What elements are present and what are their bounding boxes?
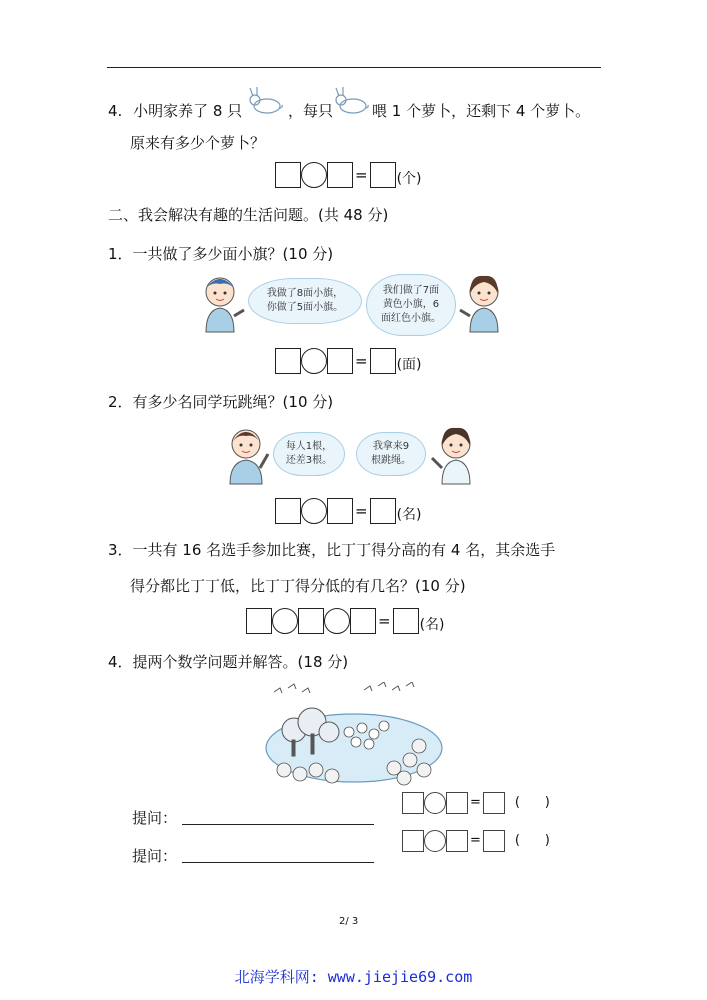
girl-illustration [456,272,508,334]
answer-box[interactable] [446,792,468,814]
operator-circle[interactable] [272,608,298,634]
p1-bubble-girl [366,274,456,336]
answer-box[interactable] [446,830,468,852]
girl-illustration-2 [428,424,480,486]
bubble-text: 面红色小旗。 [381,313,441,324]
operator-circle[interactable] [301,498,327,524]
operator-circle[interactable] [301,348,327,374]
answer-box[interactable] [275,162,301,188]
answer-box[interactable] [370,498,396,524]
top-rule [107,67,601,68]
p1-question: 1．一共做了多少面小旗？(10 分) [108,245,334,263]
p2-bubble-boy [273,432,345,476]
bubble-text: 我们做了7面 [382,285,440,296]
q4a-equation: = (个) [275,162,422,188]
p4-equation-2: = ( ) [402,830,550,852]
q4a-text-part3: 喂 1 个萝卜，还剩下 4 个萝卜。 [372,102,591,120]
bubble-text: 我做了8面小旗， [266,288,344,299]
unit-label: (名) [419,617,445,633]
rabbit-icon [247,86,287,116]
unit-label: (名) [396,507,422,523]
p2-equation: = (名) [275,498,422,524]
answer-box[interactable] [370,348,396,374]
operator-circle[interactable] [324,608,350,634]
p3-line1: 3．一共有 16 名选手参加比赛，比丁丁得分高的有 4 名，其余选手 [108,541,556,559]
answer-box[interactable] [350,608,376,634]
unit-label: (个) [396,171,422,187]
bubble-text: 黄色小旗，6 [382,299,440,310]
bubble-text: 根跳绳。 [371,455,411,466]
q4a-text-part2: ，每只 [288,102,334,120]
footer-watermark: 北海学科网: www.jiejie69.com [234,968,473,986]
operator-circle[interactable] [301,162,327,188]
rabbit-icon-2 [333,86,373,116]
ask-label-2: 提问： [132,847,178,865]
answer-box[interactable] [327,348,353,374]
q4a-line2: 原来有多少个萝卜？ [130,134,266,152]
unit-paren[interactable]: ( ) [514,833,550,848]
answer-box[interactable] [327,162,353,188]
bubble-text: 每人1根， [285,441,333,452]
p2-question: 2．有多少名同学玩跳绳？(10 分) [108,393,334,411]
p1-equation: = (面) [275,348,422,374]
p4-equation-1: = ( ) [402,792,550,814]
q4a-line1 [108,101,242,121]
answer-box[interactable] [402,792,424,814]
p3-equation: = (名) [246,608,445,634]
answer-box[interactable] [393,608,419,634]
q4a-text-part1: 小明家养了 8 只 [133,102,243,120]
bubble-text: 你做了5面小旗。 [266,302,344,313]
bubble-text: 还差3根。 [285,455,333,466]
operator-circle[interactable] [424,830,446,852]
p3-line2: 得分都比丁丁低，比丁丁得分低的有几名？(10 分) [130,577,466,595]
p1-bubble-boy [248,278,362,324]
ask-label-1: 提问： [132,809,178,827]
pond-illustration [254,682,454,792]
answer-box[interactable] [275,498,301,524]
page-number: 2/ 3 [339,916,359,927]
p4-question: 4．提两个数学问题并解答。(18 分) [108,653,349,671]
section2-heading: 二、我会解决有趣的生活问题。(共 48 分) [108,206,389,224]
answer-box[interactable] [402,830,424,852]
boy-illustration [198,272,248,334]
p2-bubble-girl [356,432,426,476]
operator-circle[interactable] [424,792,446,814]
answer-box[interactable] [483,830,505,852]
unit-label: (面) [396,357,422,373]
answer-box[interactable] [327,498,353,524]
bubble-text: 我拿来9 [372,441,410,452]
answer-box[interactable] [483,792,505,814]
answer-box[interactable] [246,608,272,634]
answer-box[interactable] [370,162,396,188]
answer-box[interactable] [298,608,324,634]
answer-line-2[interactable] [182,862,374,863]
boy-illustration-2 [222,424,272,486]
q4a-number: 4. [108,102,123,120]
answer-line-1[interactable] [182,824,374,825]
answer-box[interactable] [275,348,301,374]
unit-paren[interactable]: ( ) [514,795,550,810]
